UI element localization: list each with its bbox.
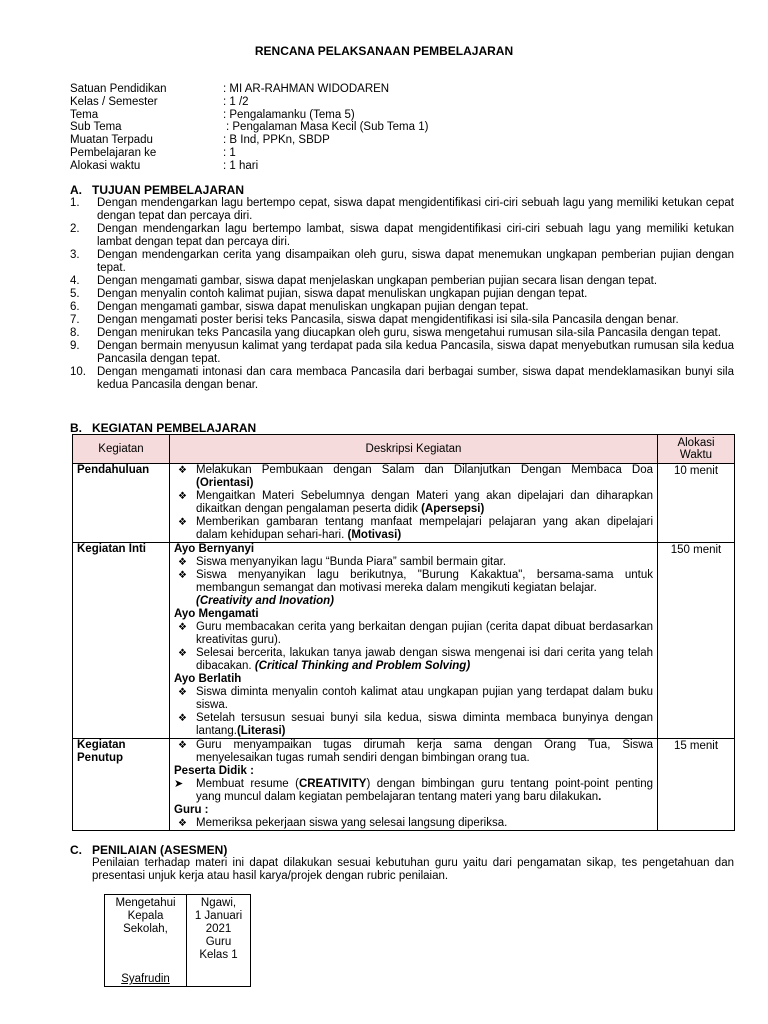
- identity-value: : Pengalaman Masa Kecil (Sub Tema 1): [226, 121, 429, 133]
- signature-table: [104, 894, 251, 987]
- row-inti-desc: [170, 543, 658, 739]
- header-deskripsi: Deskripsi Kegiatan: [170, 435, 658, 464]
- section-letter: A.: [70, 183, 82, 197]
- document-title: RENCANA PELAKSANAAN PEMBELAJARAN: [254, 44, 514, 58]
- identity-label: Kelas / Semester: [70, 96, 158, 108]
- subheading: Peserta Didik :: [174, 765, 254, 777]
- list-item: ❖ Memberikan gambaran tentang manfaat mempelajari pelajaran yang akan dipelajari dalam kehidupan sehari-hari. (Motivasi): [178, 516, 653, 541]
- row-penutup-time: 15 menit: [658, 739, 735, 831]
- list-item: 2. Dengan mendengarkan lagu bertempo lambat, siswa dapat mengidentifikasi ciri-ciri sebuah lagu yang memiliki ketukan lambat dengan tepat dan percaya diri.: [70, 223, 734, 248]
- list-item: 6. Dengan mengamati gambar, siswa dapat menuliskan ungkapan pujian dengan tepat.: [70, 301, 529, 313]
- identity-label: Tema: [70, 109, 99, 121]
- diamond-bullet-icon: ❖: [178, 713, 187, 724]
- list-item: ➤ Membuat resume (CREATIVITY) dengan bimbingan guru tentang point-point penting yang muncul dalam kegiatan pembelajaran tentang materi yang baru dilakukan.: [174, 778, 653, 803]
- identity-label: Muatan Terpadu: [70, 134, 153, 146]
- list-item: ❖ Memeriksa pekerjaan siswa yang selesai langsung diperiksa.: [178, 817, 508, 829]
- row-pendahuluan-name: Pendahuluan: [73, 464, 170, 543]
- section-letter: B.: [70, 421, 82, 435]
- section-title: TUJUAN PEMBELAJARAN: [92, 183, 245, 197]
- identity-value: : 1 hari: [223, 160, 259, 172]
- list-item: ❖ Siswa menyanyikan lagu “Bunda Piara” sambil bermain gitar.: [178, 556, 507, 568]
- table-row: [73, 543, 735, 739]
- table-row: [73, 464, 735, 543]
- diamond-bullet-icon: ❖: [178, 687, 187, 698]
- list-item: 1. Dengan mendengarkan lagu bertempo cepat, siswa dapat mengidentifikasi ciri-ciri sebuah lagu yang memiliki ketukan cepat dengan tepat dan percaya diri.: [70, 197, 734, 222]
- tag-label: (Creativity and Inovation): [196, 595, 335, 607]
- list-item: ❖ Setelah tersusun sesuai bunyi sila kedua, siswa diminta membaca bunyinya dengan lantang.(Literasi): [178, 712, 653, 737]
- subheading: Ayo Berlatih: [174, 673, 242, 685]
- list-item: ❖ Guru menyampaikan tugas dirumah kerja sama dengan Orang Tua, Siswa menyelesaikan tugas rumah sendiri dengan bimbingan orang tua.: [178, 739, 653, 764]
- subheading: Ayo Bernyanyi: [174, 543, 255, 555]
- list-item: ❖ Siswa diminta menyalin contoh kalimat atau ungkapan pujian yang terdapat dalam buku siswa.: [178, 686, 653, 711]
- identity-value: : 1 /2: [223, 96, 249, 108]
- signature-left: Mengetahui Kepala Sekolah, Syafrudin: [105, 895, 187, 987]
- diamond-bullet-icon: ❖: [178, 517, 187, 528]
- list-item: ❖ Mengaitkan Materi Sebelumnya dengan Materi yang akan dipelajari dan diharapkan dikaitkan dengan pengalaman peserta didik (Apersepsi): [178, 490, 653, 515]
- diamond-bullet-icon: ❖: [178, 570, 187, 581]
- identity-value: : B Ind, PPKn, SBDP: [223, 134, 330, 146]
- table-row: [73, 739, 735, 831]
- list-item: 9. Dengan bermain menyusun kalimat yang terdapat pada sila kedua Pancasila, siswa dapat menyebutkan rumusan sila kedua Pancasila dengan tepat.: [70, 340, 734, 365]
- list-item: 4. Dengan mengamati gambar, siswa dapat menjelaskan ungkapan pemberian pujian secara lisan dengan tepat.: [70, 275, 658, 287]
- list-item: 10. Dengan mengamati intonasi dan cara membaca Pancasila dari berbagai sumber, siswa dapat mendeklamasikan bunyi sila kedua Pancasila dengan benar.: [70, 366, 734, 391]
- arrow-bullet-icon: ➤: [174, 778, 184, 790]
- section-a-heading: [70, 183, 245, 197]
- diamond-bullet-icon: ❖: [178, 622, 187, 633]
- header-kegiatan: Kegiatan: [73, 435, 170, 464]
- list-item: ❖ Melakukan Pembukaan dengan Salam dan Dilanjutkan Dengan Membaca Doa (Orientasi): [178, 464, 653, 489]
- subheading: Guru :: [174, 804, 209, 816]
- principal-name: Syafrudin: [121, 973, 170, 985]
- tujuan-list: [70, 197, 734, 392]
- identity-label: Sub Tema: [70, 121, 122, 133]
- list-item: 3. Dengan mendengarkan cerita yang disampaikan oleh guru, siswa dapat menemukan ungkapan pemberian pujian dengan tepat.: [70, 249, 734, 274]
- diamond-bullet-icon: ❖: [178, 491, 187, 502]
- row-penutup-desc: [170, 739, 658, 831]
- row-pendahuluan-time: 10 menit: [658, 464, 735, 543]
- identity-value: : 1: [223, 147, 236, 159]
- diamond-bullet-icon: ❖: [178, 648, 187, 659]
- diamond-bullet-icon: ❖: [178, 818, 187, 829]
- identity-label: Pembelajaran ke: [70, 147, 157, 159]
- section-letter: C.: [70, 843, 82, 857]
- list-item: ❖ Siswa menyanyikan lagu berikutnya, "Burung Kakaktua", bersama-sama untuk membangun semangat dan motivasi mereka dalam mengikuti kegiatan belajar.: [178, 569, 653, 594]
- diamond-bullet-icon: ❖: [178, 557, 187, 568]
- subheading: Ayo Mengamati: [174, 608, 259, 620]
- signature-right: Ngawi, 1 Januari 2021 Guru Kelas 1: [187, 895, 251, 987]
- diamond-bullet-icon: ❖: [178, 740, 187, 751]
- section-c-heading: [70, 843, 228, 857]
- section-title: KEGIATAN PEMBELAJARAN: [92, 421, 257, 435]
- row-inti-name: Kegiatan Inti: [73, 543, 170, 739]
- list-item: ❖ Selesai bercerita, lakukan tanya jawab dengan siswa mengenai isi dari cerita yang telah dibacakan. (Critical Thinking and Problem Solving): [178, 647, 653, 672]
- header-alokasi: Alokasi Waktu: [658, 435, 735, 464]
- row-penutup-name: Kegiatan Penutup: [73, 739, 170, 831]
- identity-label: Satuan Pendidikan: [70, 83, 167, 95]
- section-title: PENILAIAN (ASESMEN): [92, 843, 228, 857]
- row-pendahuluan-desc: [170, 464, 658, 543]
- identity-label: Alokasi waktu: [70, 160, 141, 172]
- list-item: 7. Dengan mengamati poster berisi teks Pancasila, siswa dapat mengidentifikasi isi sila-sila Pancasila dengan benar.: [70, 314, 679, 326]
- list-item: 8. Dengan menirukan teks Pancasila yang diucapkan oleh guru, siswa mengetahui rumusan sila-sila Pancasila dengan tepat.: [70, 327, 721, 339]
- row-inti-time: 150 menit: [658, 543, 735, 739]
- kegiatan-table: [72, 434, 735, 831]
- list-item: ❖ Guru membacakan cerita yang berkaitan dengan pujian (cerita dapat dibuat berdasarkan kreativitas guru).: [178, 621, 653, 646]
- diamond-bullet-icon: ❖: [178, 465, 187, 476]
- identity-value: : MI AR-RAHMAN WIDODAREN: [223, 83, 390, 95]
- penilaian-text: Penilaian terhadap materi ini dapat dilakukan sesuai kebutuhan guru yaitu dari pengamatan sikap, tes pengetahuan dan presentasi unjuk kerja atau hasil karya/projek dengan rubric penilaian.: [92, 857, 734, 882]
- table-header-row: [73, 435, 735, 464]
- identity-value: : Pengalamanku (Tema 5): [223, 109, 355, 121]
- list-item: 5. Dengan menyalin contoh kalimat pujian, siswa dapat menuliskan ungkapan pujian dengan tepat.: [70, 288, 588, 300]
